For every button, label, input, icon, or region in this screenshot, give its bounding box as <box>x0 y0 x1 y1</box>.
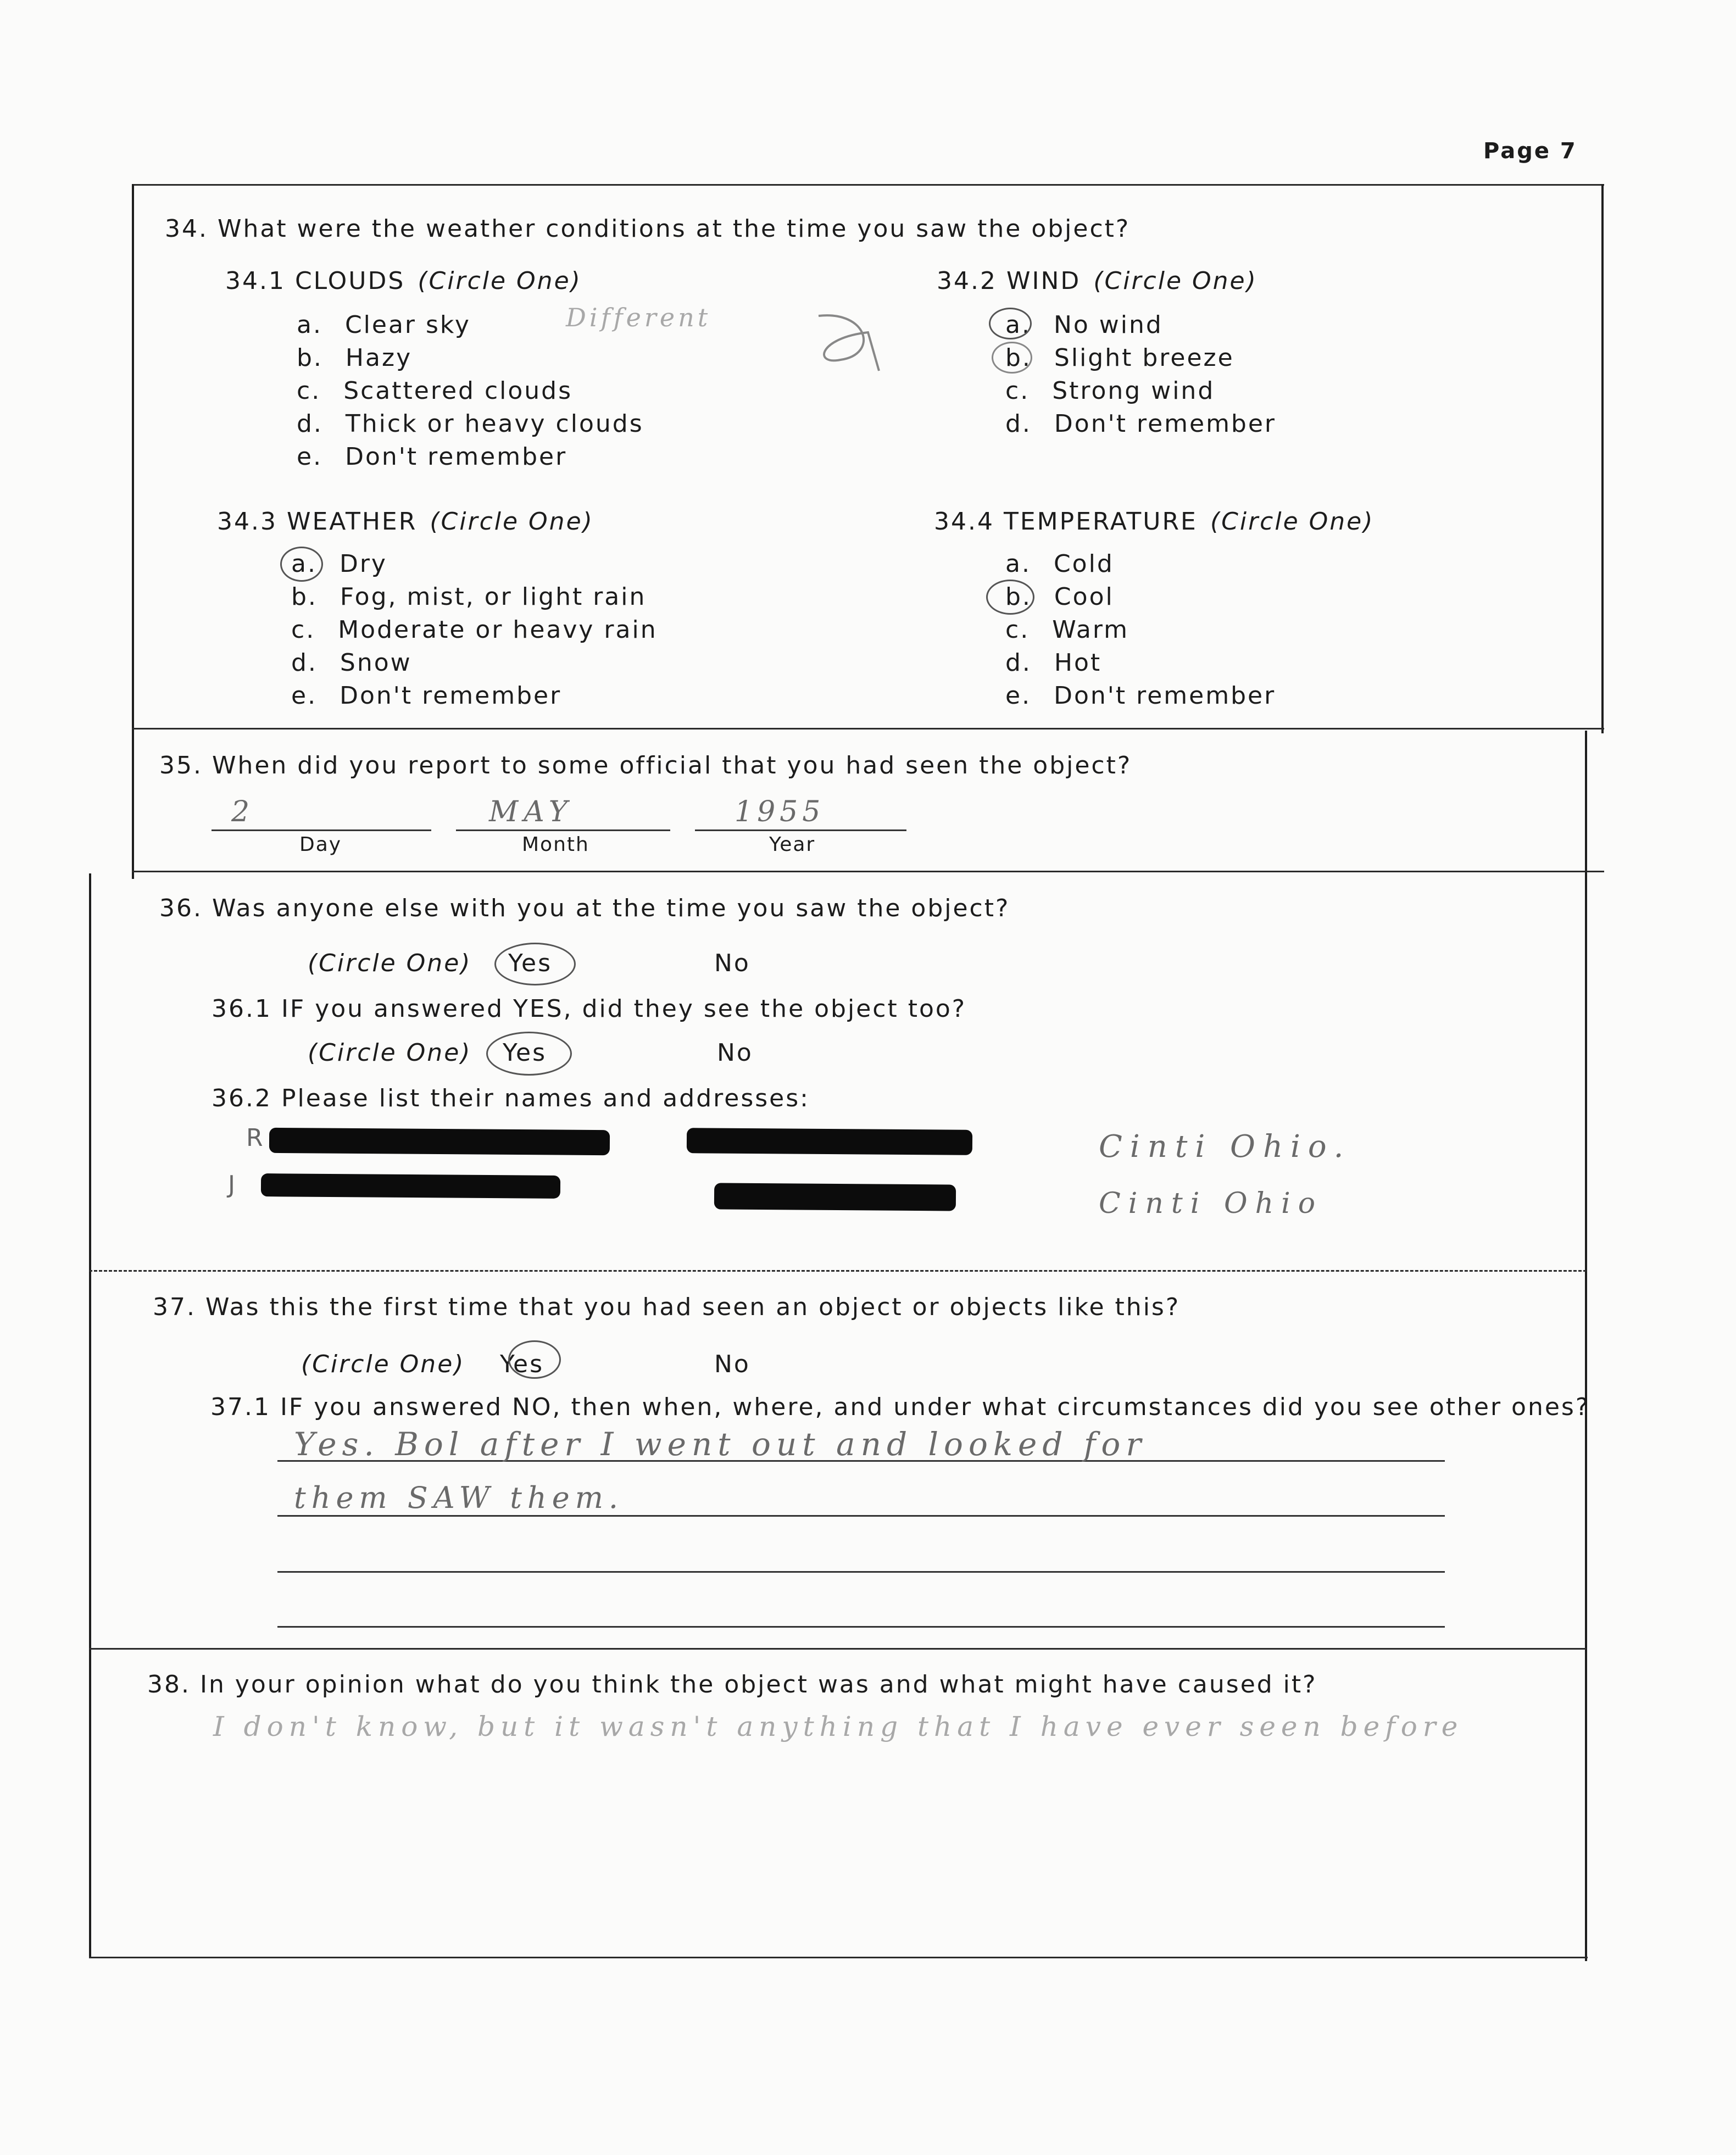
q36-1-yes-circle-mark <box>486 1032 572 1076</box>
option-letter: c. <box>1005 616 1030 644</box>
handwritten-scribble-mark <box>802 305 884 376</box>
option-text: Don't remember <box>1054 682 1276 710</box>
option-text: Scattered clouds <box>343 377 573 405</box>
weather-option-e <box>291 684 561 708</box>
q38-question: 38. In your opinion what do you think the object was and what might have caused it? <box>147 1670 1317 1699</box>
weather-instruction: (Circle One) <box>430 508 594 536</box>
q37-answer-line-4 <box>277 1596 1445 1628</box>
weather-option-c <box>291 618 658 642</box>
wind-b-circle-mark <box>992 342 1032 374</box>
wind-a-circle-mark <box>989 308 1032 339</box>
q37-yes: Yes <box>500 1350 544 1378</box>
companion-2-city: Cinti Ohio <box>1099 1187 1323 1220</box>
form-top-border <box>132 184 1604 186</box>
q37-circle-one: (Circle One) <box>301 1350 465 1378</box>
weather-a-circle-mark <box>280 547 323 582</box>
q35-day-value: 2 <box>231 795 250 828</box>
companion-1-initial: R <box>246 1124 265 1152</box>
option-letter: b. <box>297 344 323 372</box>
form-right-border-bottom <box>1585 1648 1587 1961</box>
q35-month-value: MAY <box>489 795 574 828</box>
form-left-border-lower <box>89 873 91 1958</box>
q34-wind-group <box>937 269 1258 293</box>
q35-year-field <box>695 795 906 831</box>
option-letter: c. <box>291 616 316 644</box>
option-text: Slight breeze <box>1054 344 1234 372</box>
q35-day-field <box>212 795 431 831</box>
q35-month-label: Month <box>522 833 589 856</box>
q37-no: No <box>714 1350 750 1378</box>
option-text: Cool <box>1054 583 1114 611</box>
temperature-option-e <box>1005 684 1276 708</box>
q35-month-field <box>456 795 670 831</box>
wind-instruction: (Circle One) <box>1093 267 1258 295</box>
q38-answer: I don't know, but it wasn't anything that I have ever seen before <box>213 1711 1464 1742</box>
option-text: Thick or heavy clouds <box>345 410 644 438</box>
option-text: Hot <box>1054 649 1102 677</box>
temperature-option-c <box>1005 618 1129 642</box>
clouds-instruction: (Circle One) <box>418 267 582 295</box>
temperature-option-d <box>1005 651 1101 675</box>
redacted-address-1 <box>687 1128 972 1155</box>
clouds-title: 34.1 CLOUDS <box>225 267 405 295</box>
q36-circle-one: (Circle One) <box>308 949 472 977</box>
wind-option-b <box>1005 346 1234 370</box>
option-letter: c. <box>1005 377 1030 405</box>
option-text: Warm <box>1052 616 1129 644</box>
q35-question: 35. When did you report to some official that you had seen the object? <box>159 751 1132 779</box>
q37-answer-text-1: Yes. Bol after I went out and looked for <box>294 1425 1147 1463</box>
q37-answer-text-2: them SAW them. <box>294 1480 624 1515</box>
clouds-handwritten-note: Different <box>566 303 711 332</box>
q36-question: 36. Was anyone else with you at the time you saw the object? <box>159 894 1010 922</box>
redacted-name-1 <box>269 1128 610 1155</box>
divider-35-36 <box>132 871 1604 872</box>
q36-1-circle-one: (Circle One) <box>308 1039 472 1067</box>
q36-1-yes: Yes <box>503 1039 547 1067</box>
option-letter: d. <box>291 649 318 677</box>
option-letter: e. <box>297 443 323 471</box>
clouds-option-e <box>297 445 567 469</box>
option-letter: d. <box>297 410 323 438</box>
companion-1-city: Cinti Ohio. <box>1099 1129 1351 1165</box>
option-text: Clear sky <box>344 311 471 339</box>
temperature-option-a <box>1005 552 1114 576</box>
q37-yes-circle-mark <box>508 1340 561 1379</box>
option-text: Moderate or heavy rain <box>338 616 658 644</box>
wind-title: 34.2 WIND <box>937 267 1081 295</box>
q37-question: 37. Was this the first time that you had seen an object or objects like this? <box>153 1293 1181 1321</box>
option-letter: a. <box>297 311 322 339</box>
option-letter: b. <box>291 583 318 611</box>
temperature-b-circle-mark <box>986 580 1034 615</box>
redacted-address-2 <box>714 1183 956 1211</box>
option-letter: b. <box>1005 583 1032 611</box>
option-text: No wind <box>1053 311 1163 339</box>
option-text: Don't remember <box>345 443 567 471</box>
temperature-title: 34.4 TEMPERATURE <box>934 508 1198 536</box>
q37-answer-line-2 <box>277 1480 1445 1517</box>
q34-question: 34. What were the weather conditions at the time you saw the object? <box>165 215 1131 243</box>
q36-no: No <box>714 949 750 977</box>
clouds-option-c <box>297 379 572 403</box>
page-number: Page 7 <box>1483 138 1577 164</box>
option-letter: b. <box>1005 344 1032 372</box>
clouds-option-d <box>297 412 644 436</box>
option-letter: a. <box>1005 311 1031 339</box>
q35-year-label: Year <box>769 833 816 856</box>
form-right-border-lower <box>1585 731 1587 1653</box>
q36-yes: Yes <box>508 949 553 977</box>
option-letter: c. <box>297 377 321 405</box>
option-letter: e. <box>291 682 318 710</box>
q36-1-question: 36.1 IF you answered YES, did they see the object too? <box>212 995 967 1023</box>
option-text: Don't remember <box>1054 410 1277 438</box>
q37-1-question: 37.1 IF you answered NO, then when, where, and under what circumstances did you see other ones? <box>210 1393 1590 1421</box>
clouds-option-b <box>297 346 412 370</box>
form-bottom-border <box>89 1957 1588 1958</box>
q35-year-value: 1955 <box>735 795 825 828</box>
q36-2-question: 36.2 Please list their names and addresses: <box>212 1084 810 1112</box>
redacted-name-2 <box>261 1173 560 1199</box>
wind-option-d <box>1005 412 1276 436</box>
wind-option-c <box>1005 379 1215 403</box>
option-text: Don't remember <box>340 682 562 710</box>
option-text: Dry <box>339 550 387 578</box>
option-text: Hazy <box>345 344 413 372</box>
option-letter: d. <box>1005 410 1032 438</box>
q34-weather-group <box>217 510 594 534</box>
option-text: Fog, mist, or light rain <box>340 583 647 611</box>
companion-2-initial: J <box>228 1171 237 1199</box>
q34-temperature-group <box>934 510 1374 534</box>
q36-yes-circle-mark <box>494 943 576 985</box>
q37-answer-line-1 <box>277 1425 1445 1463</box>
option-text: Cold <box>1053 550 1114 578</box>
divider-36-37 <box>89 1270 1587 1272</box>
q37-answer-line-3 <box>277 1541 1445 1573</box>
divider-37-38 <box>89 1648 1587 1650</box>
form-right-border <box>1601 184 1604 733</box>
weather-option-d <box>291 651 412 675</box>
option-letter: a. <box>291 550 317 578</box>
temperature-instruction: (Circle One) <box>1210 508 1375 536</box>
q35-day-label: Day <box>299 833 342 856</box>
clouds-option-a <box>297 313 471 337</box>
q34-clouds-group <box>225 269 582 293</box>
option-letter: e. <box>1005 682 1032 710</box>
q36-1-no: No <box>717 1039 753 1067</box>
option-letter: a. <box>1005 550 1031 578</box>
divider-34-35 <box>132 728 1604 730</box>
form-left-border-upper <box>132 184 134 879</box>
option-text: Strong wind <box>1052 377 1215 405</box>
option-text: Snow <box>340 649 412 677</box>
weather-option-b <box>291 585 646 609</box>
weather-title: 34.3 WEATHER <box>217 508 418 536</box>
option-letter: d. <box>1005 649 1032 677</box>
